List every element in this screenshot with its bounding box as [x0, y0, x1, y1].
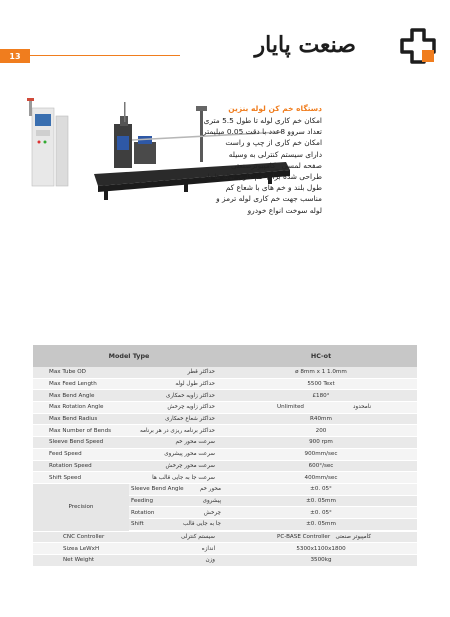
spec-name: Max Number of Bends — [49, 427, 112, 434]
spec-value: 5500 Text — [307, 381, 335, 388]
table-header — [33, 345, 417, 367]
spec-name: Max Bend Angle — [49, 392, 95, 399]
spec-value: 200 — [315, 427, 327, 434]
spec-value: 900mm/sec — [304, 451, 338, 458]
spec-name: Shift — [131, 521, 144, 528]
spec-name: Shift Speed — [49, 474, 82, 481]
spec-value: 5300x1100x1800 — [296, 545, 346, 552]
table-row — [129, 496, 417, 508]
product-description — [142, 104, 322, 216]
spec-name: Rotation Speed — [49, 462, 92, 469]
spec-name: Max Tube OD — [49, 369, 86, 376]
header-model-type: Model Type — [108, 352, 150, 360]
precision-rows — [129, 484, 417, 531]
table-row — [33, 472, 417, 484]
table-row — [33, 461, 417, 473]
feature-line: صفحه لمسی _کامپیوترصنعتی — [230, 160, 322, 170]
spec-name: Max Bend Radius — [49, 416, 98, 423]
spec-name: Feed Speed — [49, 451, 82, 458]
header-model-name: HC-ot — [310, 352, 332, 360]
spec-value: 400mm/sec — [304, 474, 338, 481]
spec-name: Sleeve Bend Angle — [131, 486, 184, 493]
feature-line: امکان خم کاری از چپ و راست — [225, 138, 322, 148]
table-row — [33, 532, 417, 544]
spec-name-fa: حداکثر شعاع خمکاری — [165, 416, 215, 423]
spec-name: CNC Controller — [63, 533, 105, 540]
spec-value: ±0. 05mm — [306, 497, 336, 504]
spec-value-fa: کامپیوتر صنعتی — [335, 533, 371, 540]
spec-value-fa: نامحدود — [353, 404, 371, 411]
table-row — [33, 543, 417, 555]
spec-value: ø 8mm x 1 1.0mm — [295, 369, 347, 376]
spec-name-fa: چرخش — [203, 509, 221, 516]
spec-name-fa: پیشروی — [202, 497, 221, 504]
feature-line: طول بلند و خم های با شعاع کم — [225, 183, 322, 193]
precision-group — [33, 484, 417, 532]
spec-name-fa: سیستم کنترلی — [180, 533, 215, 540]
feature-line: امکان خم کاری لوله تا طول 5.5 متری — [203, 116, 322, 125]
spec-name: Rotation — [131, 509, 155, 516]
spec-name: Sizea LeWxH — [63, 545, 100, 552]
spec-value: ±0. 05° — [310, 509, 332, 516]
spec-name-fa: سرعت محور چرخش — [165, 462, 215, 469]
table-row — [33, 390, 417, 402]
table-row — [129, 484, 417, 496]
table-row — [33, 379, 417, 391]
spec-value — [225, 404, 417, 410]
spec-value: ±0. 05° — [310, 486, 332, 493]
feature-line: تعداد سروو 8عدد با دقت 0.05 میلیمتر — [203, 127, 322, 137]
spec-value: R40mm — [310, 416, 332, 423]
spec-value-en: Unlimited — [277, 404, 304, 411]
spec-value — [225, 534, 417, 540]
page-number: 13 — [0, 49, 30, 63]
brand-logo-icon — [400, 28, 436, 64]
spec-name-fa: حداکثر زاویه چرخش — [167, 404, 215, 411]
spec-name-fa: حداکثر زاویه خمکاری — [165, 392, 215, 399]
table-row — [33, 367, 417, 379]
spec-name: Feeding — [131, 497, 153, 504]
spec-value: 900 rpm — [309, 439, 333, 446]
spec-name-fa: حداکثر قطر — [187, 369, 215, 376]
table-row — [129, 507, 417, 519]
spec-name-fa: سرعت جا به جایی قالب ها — [152, 474, 215, 481]
product-title: دستگاه خم کن لوله بنزین — [228, 104, 322, 113]
brand-name: صنعت پایار — [254, 32, 356, 58]
spec-name-fa: حداکثر برنامه ریزی در هر برنامه — [139, 427, 215, 434]
table-row — [129, 519, 417, 531]
spec-name-fa: وزن — [205, 557, 215, 564]
table-row — [33, 555, 417, 567]
spec-name-fa: محور خم — [199, 486, 221, 493]
spec-name: Max Feed Length — [49, 381, 97, 388]
feature-list — [142, 115, 322, 216]
table-row — [33, 425, 417, 437]
spec-name: Max Rotation Angle — [49, 404, 104, 411]
spec-value: £180° — [312, 392, 330, 399]
spec-name: Sleeve Bend Speed — [49, 439, 104, 446]
feature-line: طراحی شده برای خم کاری لوله ها با — [207, 172, 322, 182]
spec-table — [33, 345, 417, 567]
spec-name-fa: اندازه — [201, 545, 215, 552]
table-row — [33, 449, 417, 461]
feature-line: لوله سوخت انواع خودرو — [247, 205, 322, 215]
spec-value: ±0. 05mm — [306, 521, 336, 528]
spec-value: 3500kg — [310, 557, 332, 564]
table-row — [33, 402, 417, 414]
table-row — [33, 414, 417, 426]
spec-name-fa: حداکثر طول لوله — [175, 381, 215, 388]
spec-name-fa: سرعت محور پیشروی — [164, 451, 215, 458]
spec-name-fa: جا به جایی قالب — [182, 521, 221, 528]
spec-name-fa: سرعت محور خم — [175, 439, 215, 446]
spec-value-en: PC-BASE Controller — [277, 533, 331, 540]
spec-value: 600°/sec — [308, 462, 334, 469]
spec-name: Net Weight — [63, 557, 95, 564]
brand-header — [96, 28, 436, 68]
table-row — [33, 437, 417, 449]
feature-line: مناسب جهت خم کاری لوله ترمز و — [216, 194, 322, 204]
table-footer-rows — [33, 532, 417, 567]
feature-line: دارای سیستم کنترلی به وسیله — [228, 149, 322, 159]
table-body — [33, 367, 417, 484]
precision-label: Precision — [33, 484, 129, 531]
